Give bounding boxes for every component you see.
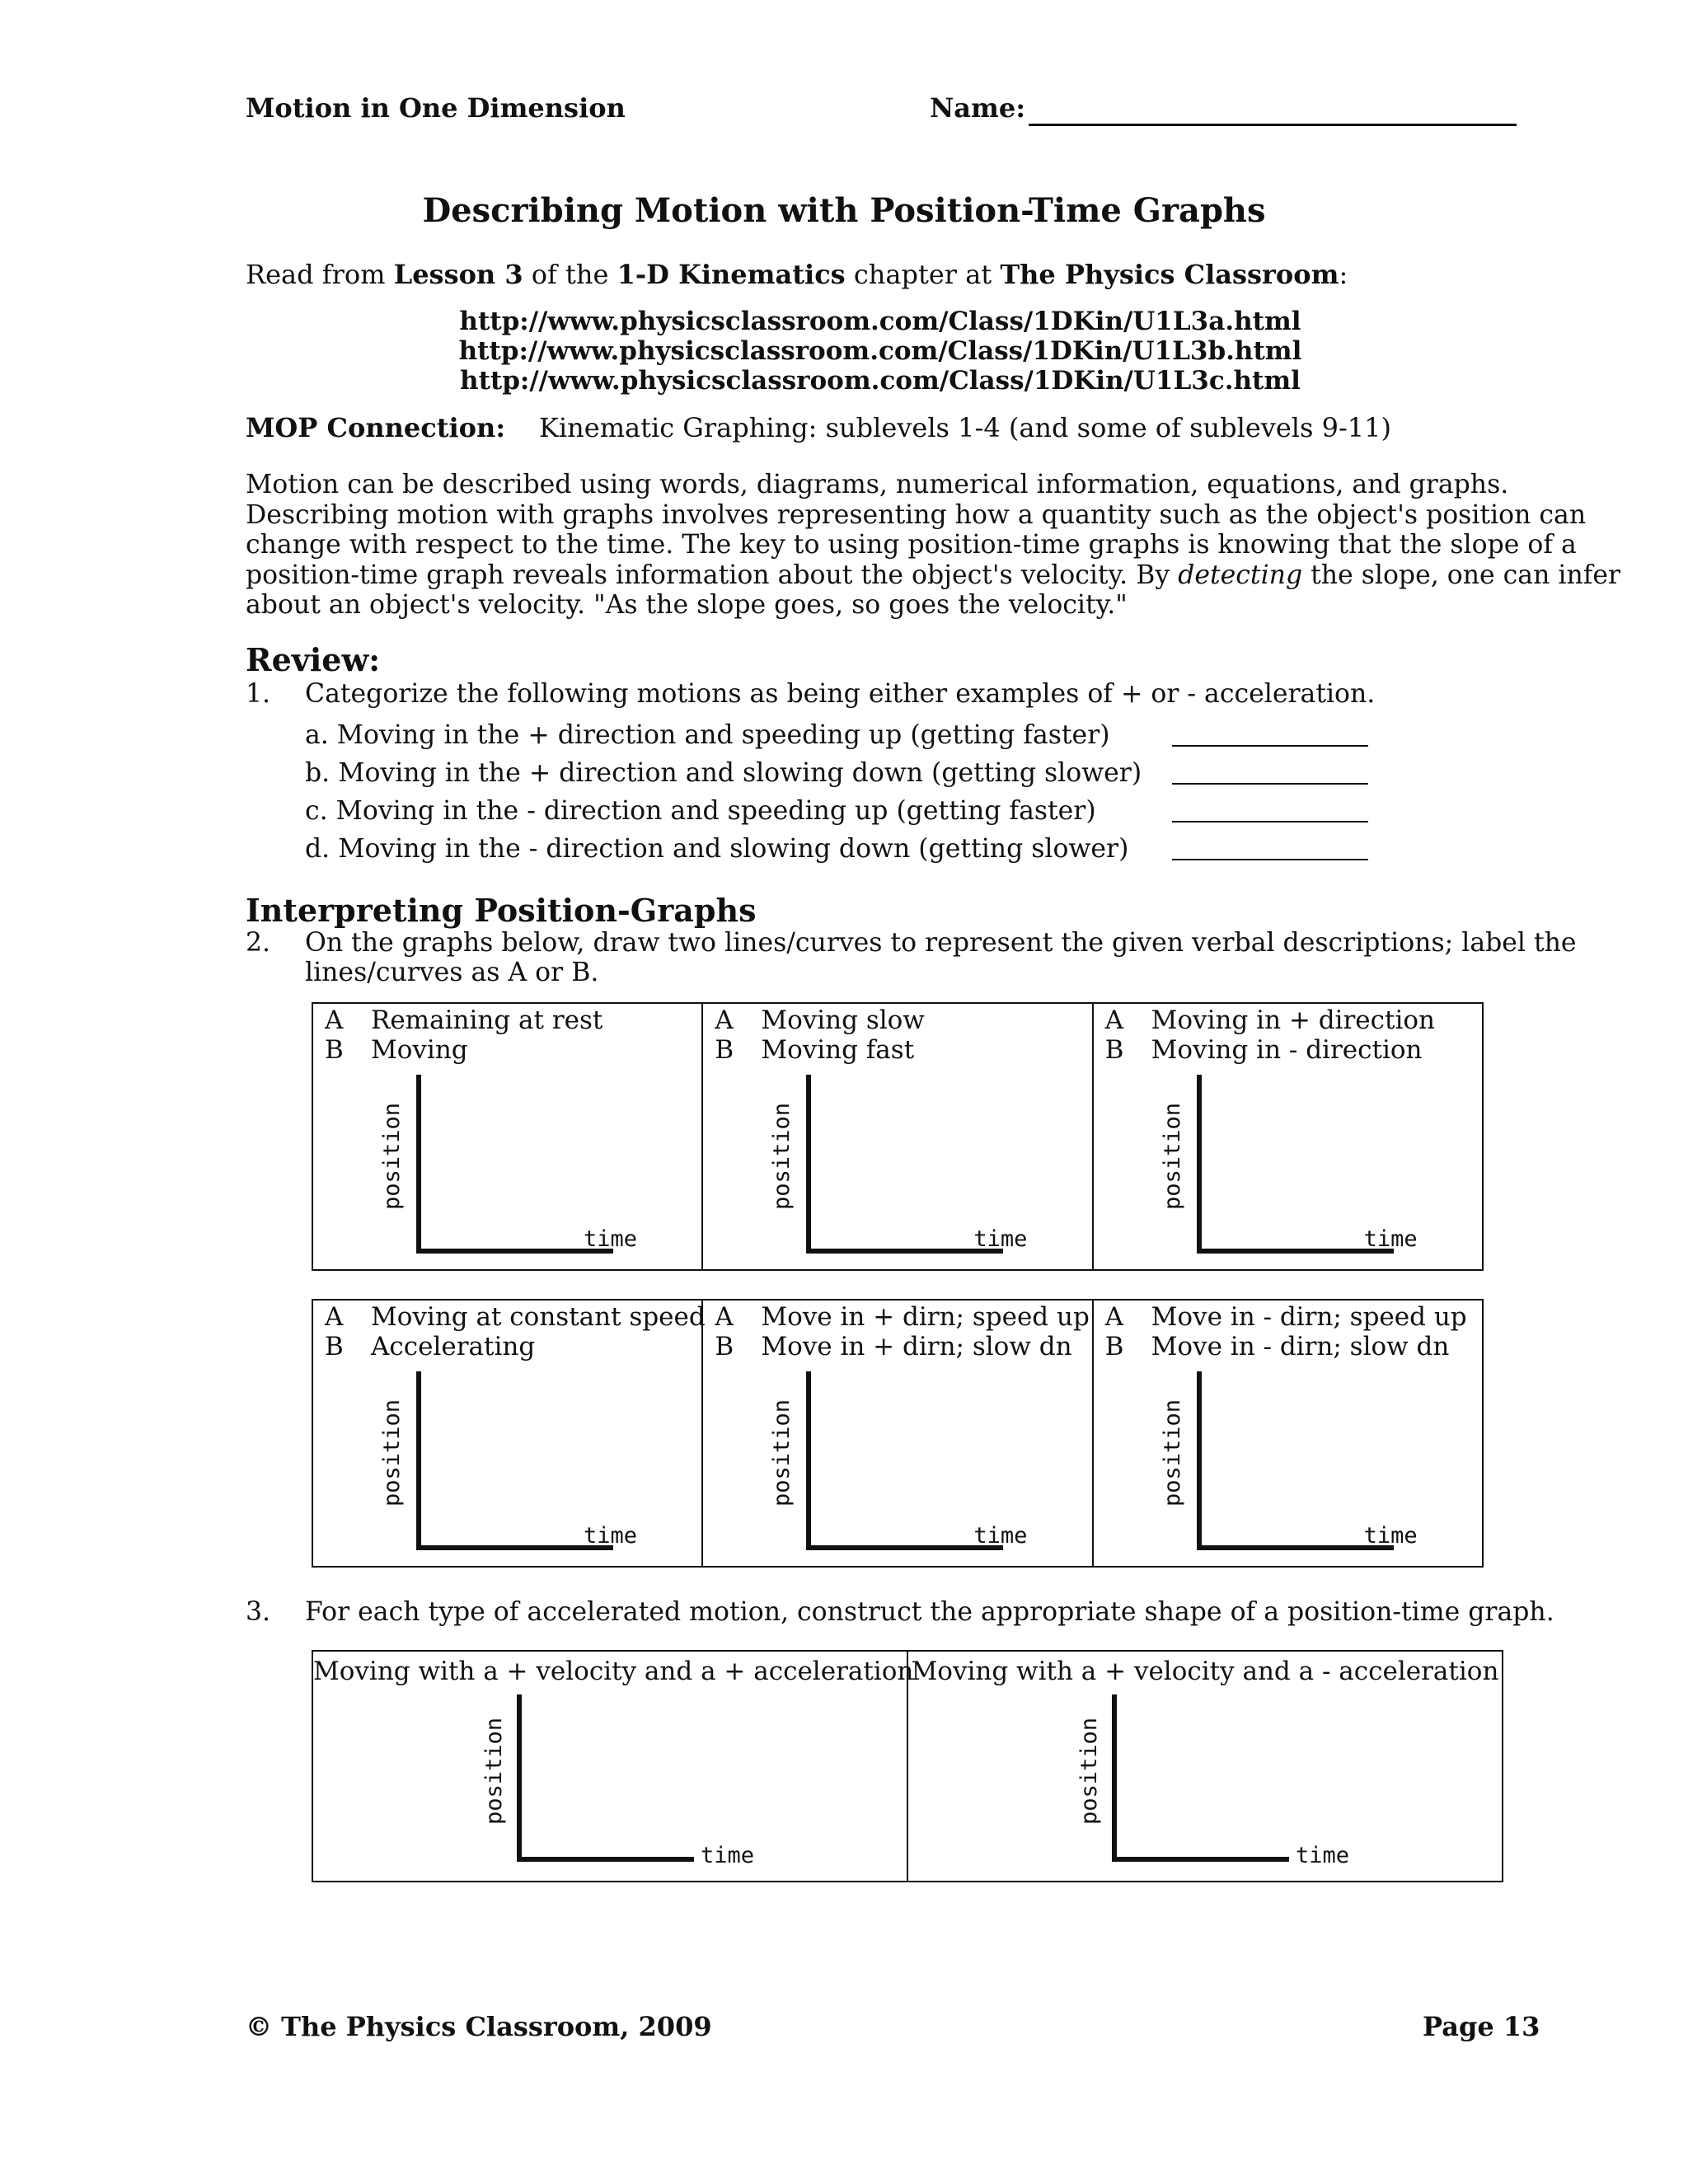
axes-icon [516, 1694, 714, 1876]
descriptor-b-text: Move in + dirn; slow dn [761, 1332, 1072, 1361]
review-item-b: b. Moving in the + direction and slowing down (getting slower) [305, 758, 1142, 788]
descriptor-a [715, 1005, 925, 1035]
read-suffix: : [1339, 259, 1348, 290]
descriptor-a-text: Move in - dirn; speed up [1151, 1302, 1467, 1332]
letter-b: B [715, 1035, 734, 1065]
letter-a: A [715, 1005, 734, 1035]
letter-a: A [715, 1302, 734, 1332]
read-prefix: Read from [246, 259, 394, 290]
footer-page-number: Page 13 [1423, 2011, 1540, 2042]
accel-graph-title: Moving with a + velocity and a + acceleration [313, 1657, 914, 1686]
letter-b: B [1104, 1332, 1124, 1361]
mop-text: Kinematic Graphing: sublevels 1-4 (and some of sublevels 9-11) [539, 412, 1391, 443]
descriptor-a [1105, 1302, 1467, 1332]
page-title: Describing Motion with Position-Time Graphs [422, 191, 1266, 230]
x-axis-label: time [1296, 1843, 1350, 1868]
graph-cell[interactable] [313, 1301, 706, 1566]
header-unit-title: Motion in One Dimension [246, 92, 626, 124]
y-axis-label: position [379, 1399, 405, 1507]
mop-label: MOP Connection: [246, 412, 506, 443]
answer-blank-b[interactable] [1172, 783, 1368, 785]
descriptor-a-text: Moving slow [761, 1005, 925, 1035]
x-axis-label: time [973, 1523, 1028, 1549]
x-axis-label: time [701, 1843, 755, 1868]
accel-graph-row [312, 1650, 1503, 1882]
letter-a: A [1104, 1005, 1124, 1035]
descriptor-a [325, 1005, 603, 1035]
read-chapter: 1-D Kinematics [617, 259, 846, 290]
name-blank[interactable] [1029, 124, 1517, 126]
descriptor-b-text: Moving fast [761, 1035, 915, 1065]
descriptor-b-text: Moving in - direction [1151, 1035, 1423, 1065]
question-3-number: 3. [246, 1597, 271, 1627]
graph-row-2 [312, 1299, 1484, 1568]
intro-text: the slope, one can infer [1302, 560, 1621, 590]
intro-line: Describing motion with graphs involves representing how a quantity such as the object's position can [246, 499, 1587, 530]
accel-graph-title: Moving with a + velocity and a - acceleration [911, 1657, 1499, 1686]
letter-a: A [325, 1302, 344, 1332]
descriptor-b [715, 1035, 914, 1065]
graph-cell[interactable] [313, 1004, 701, 1269]
letter-b: B [1104, 1035, 1124, 1065]
x-axis-label: time [1363, 1523, 1418, 1549]
read-mid1: of the [523, 259, 617, 290]
graph-cell[interactable] [1092, 1301, 1482, 1566]
descriptor-b [1105, 1035, 1423, 1065]
intro-line [246, 560, 1621, 591]
answer-blank-c[interactable] [1172, 821, 1368, 823]
axes-icon [1111, 1694, 1309, 1876]
read-site: The Physics Classroom [1000, 259, 1339, 290]
descriptor-a [715, 1302, 1089, 1332]
interpreting-heading: Interpreting Position-Graphs [246, 892, 757, 929]
accel-graph-cell[interactable] [907, 1652, 1502, 1881]
intro-line: change with respect to the time. The key to using position-time graphs is knowing that the slope of a [246, 530, 1577, 560]
intro-paragraph [246, 470, 1621, 621]
answer-blank-d[interactable] [1172, 859, 1368, 860]
descriptor-b [325, 1332, 535, 1361]
graph-row-1 [312, 1002, 1484, 1271]
descriptor-b [325, 1035, 468, 1065]
question-2-line: On the graphs below, draw two lines/curves to represent the given verbal descriptions; label the [305, 928, 1577, 958]
graph-cell[interactable] [701, 1004, 1091, 1269]
y-axis-label: position [1076, 1717, 1102, 1825]
x-axis-label: time [1363, 1226, 1418, 1252]
question-1-text: Categorize the following motions as being either examples of + or - acceleration. [305, 679, 1376, 709]
intro-line: about an object's velocity. "As the slope goes, so goes the velocity." [246, 590, 1128, 620]
accel-graph-cell[interactable] [313, 1652, 914, 1881]
letter-b: B [325, 1332, 344, 1361]
y-axis-label: position [1159, 1399, 1185, 1507]
y-axis-label: position [769, 1399, 795, 1507]
x-axis-label: time [584, 1226, 638, 1252]
descriptor-a [325, 1302, 706, 1332]
x-axis-label: time [973, 1226, 1028, 1252]
descriptor-b-text: Moving [371, 1035, 468, 1065]
descriptor-a-text: Moving at constant speed [371, 1302, 706, 1332]
descriptor-b-text: Move in - dirn; slow dn [1151, 1332, 1450, 1361]
graph-cell[interactable] [701, 1301, 1091, 1566]
letter-b: B [325, 1035, 344, 1065]
footer-copyright: © The Physics Classroom, 2009 [246, 2011, 712, 2042]
read-lesson: Lesson 3 [393, 259, 523, 290]
intro-text: position-time graph reveals information about the object's velocity. By [246, 560, 1179, 590]
read-mid2: chapter at [845, 259, 1001, 290]
url-link-a[interactable]: http://www.physicsclassroom.com/Class/1DKin/U1L3a.html [459, 307, 1301, 336]
intro-emphasis: detecting [1178, 560, 1303, 590]
letter-a: A [1104, 1302, 1124, 1332]
descriptor-b [715, 1332, 1071, 1361]
descriptor-a-text: Remaining at rest [371, 1005, 603, 1035]
question-3-text: For each type of accelerated motion, construct the appropriate shape of a position-time graph. [305, 1597, 1554, 1627]
question-2-number: 2. [246, 928, 271, 958]
y-axis-label: position [1159, 1102, 1185, 1210]
letter-b: B [715, 1332, 734, 1361]
descriptor-a-text: Move in + dirn; speed up [761, 1302, 1090, 1332]
descriptor-a-text: Moving in + direction [1151, 1005, 1436, 1035]
question-1-number: 1. [246, 679, 271, 709]
graph-cell[interactable] [1092, 1004, 1482, 1269]
answer-blank-a[interactable] [1172, 745, 1368, 747]
review-item-c: c. Moving in the - direction and speeding up (getting faster) [305, 796, 1096, 826]
review-heading: Review: [246, 641, 381, 678]
y-axis-label: position [481, 1717, 507, 1825]
reading-instruction [246, 259, 1348, 290]
intro-line: Motion can be described using words, diagrams, numerical information, equations, and graphs. [246, 470, 1509, 499]
url-link-c[interactable]: http://www.physicsclassroom.com/Class/1DKin/U1L3c.html [460, 366, 1301, 396]
y-axis-label: position [769, 1102, 795, 1210]
url-link-b[interactable]: http://www.physicsclassroom.com/Class/1DKin/U1L3b.html [458, 336, 1302, 366]
x-axis-label: time [584, 1523, 638, 1549]
descriptor-b-text: Accelerating [371, 1332, 536, 1361]
name-label: Name: [930, 92, 1026, 124]
letter-a: A [325, 1005, 344, 1035]
review-item-d: d. Moving in the - direction and slowing down (getting slower) [305, 834, 1129, 864]
question-2-text [305, 928, 1577, 987]
y-axis-label: position [379, 1102, 405, 1210]
review-item-a: a. Moving in the + direction and speeding up (getting faster) [305, 720, 1110, 750]
descriptor-b [1105, 1332, 1450, 1361]
descriptor-a [1105, 1005, 1435, 1035]
question-2-line: lines/curves as A or B. [305, 958, 599, 987]
